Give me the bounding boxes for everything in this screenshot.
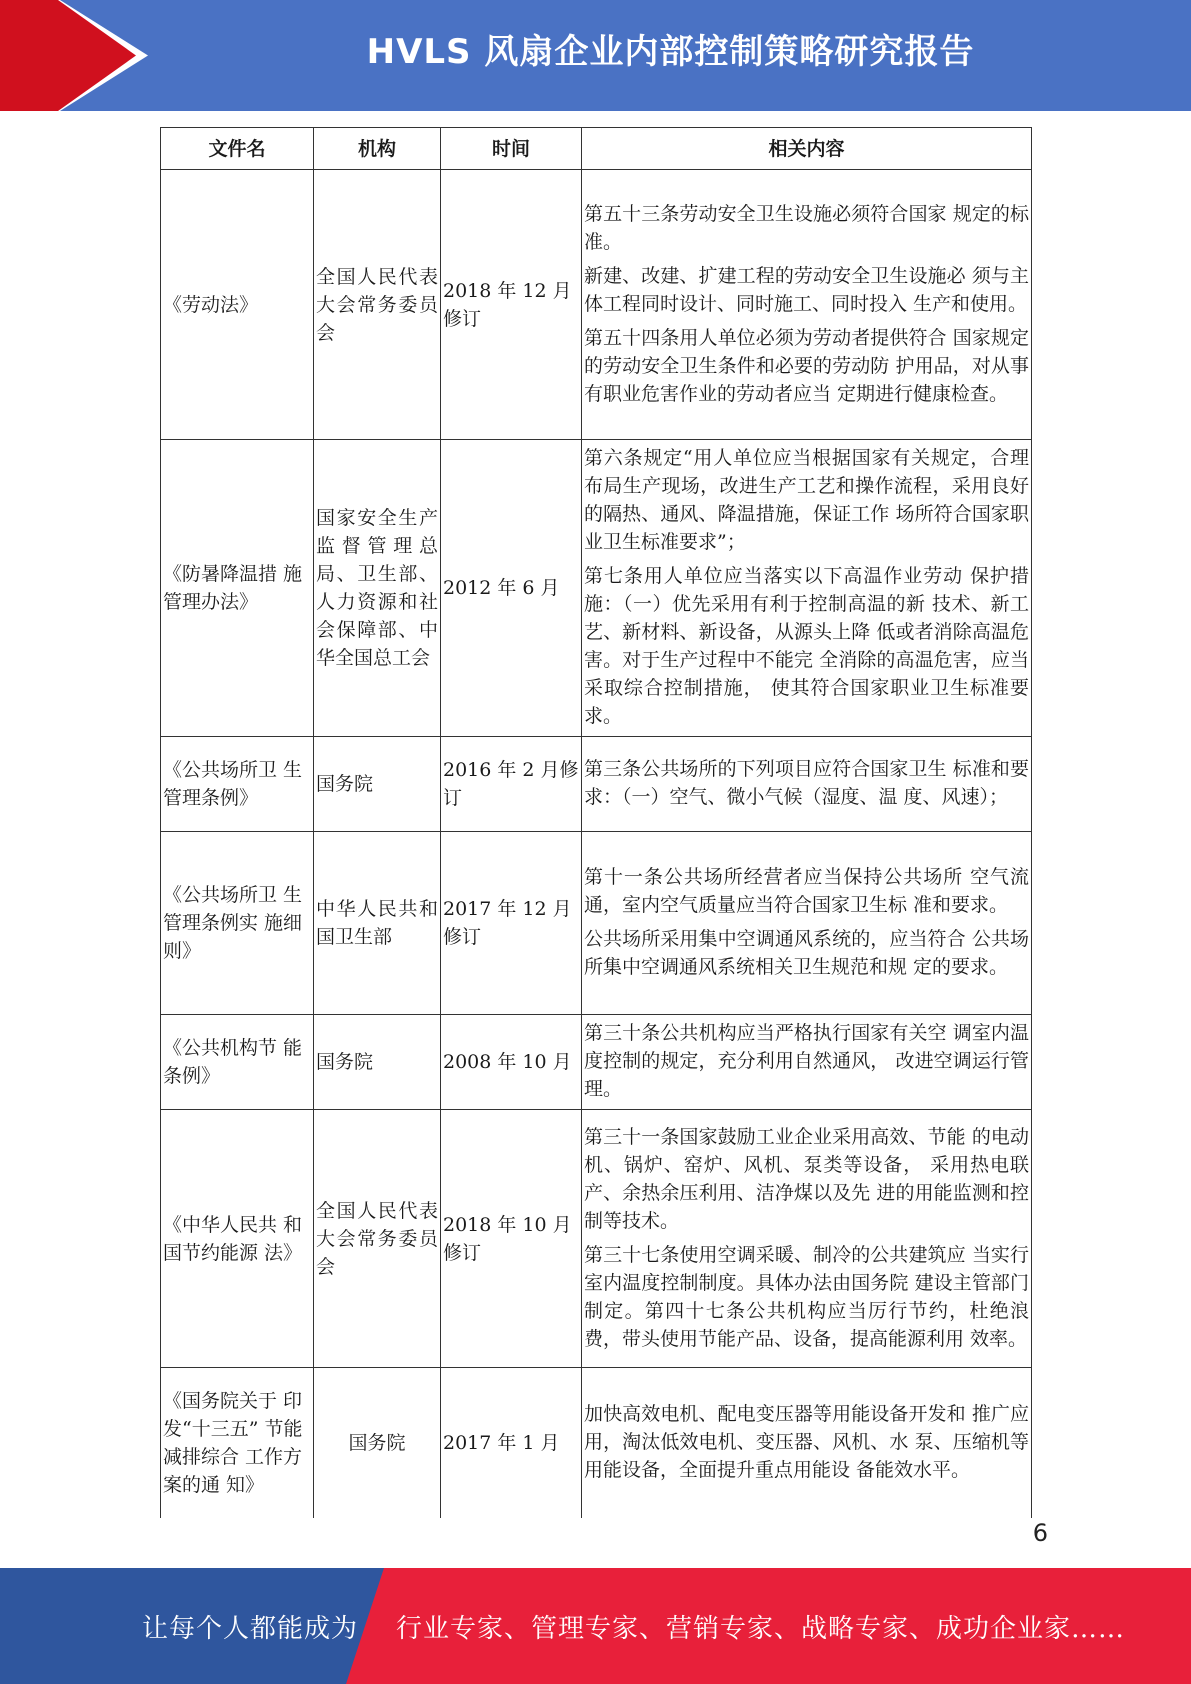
content-paragraph: 第三条公共场所的下列项目应符合国家卫生 标准和要求：（一）空气、微小气候（湿度、温 度、风速）； [584, 758, 1029, 808]
table-row [161, 440, 1032, 737]
content-paragraph: 加快高效电机、配电变压器等用能设备开发和 推广应用，淘汰低效电机、变压器、风机、水 泵、压缩机等用能设备，全面提升重点用能设 备能效水平。 [584, 1402, 1029, 1481]
content-paragraph: 第三十七条使用空调采暖、制冷的公共建筑应 当实行室内温度控制制度。具体办法由国务院 建设主管部门制定。第四十七条公共机构应当厉行节约，杜绝浪 费，带头使用节能产品、设备，提高能源利用 效率。 [584, 1243, 1029, 1350]
column-header-org: 机构 [314, 128, 441, 170]
related-content [582, 170, 1032, 440]
content-paragraph: 公共场所采用集中空调通风系统的，应当符合 公共场所集中空调通风系统相关卫生规范和规 定的要求。 [584, 928, 1029, 978]
table-row [161, 737, 1032, 832]
issuing-organization: 国务院 [314, 737, 441, 832]
page-footer [0, 1568, 1191, 1684]
column-header-name: 文件名 [161, 128, 314, 170]
content-paragraph: 第三十一条国家鼓励工业企业采用高效、节能 的电动机、锅炉、窑炉、风机、泵类等设备， 采用热电联产、余热余压利用、洁净煤以及先 进的用能监测和控制等技术。 [584, 1125, 1029, 1232]
column-header-time: 时间 [441, 128, 582, 170]
table-row [161, 832, 1032, 1015]
table-row [161, 1368, 1032, 1518]
page-number: 6 [1032, 1519, 1048, 1547]
document-name: 《公共场所卫 生管理条例》 [161, 737, 314, 832]
issuing-organization: 全国人民代表大会常务委员会 [314, 170, 441, 440]
footer-slogan-left: 让每个人都能成为 [142, 1614, 359, 1644]
table-row [161, 170, 1032, 440]
issue-date: 2016 年 2 月修订 [441, 737, 582, 832]
content-paragraph: 第五十三条劳动安全卫生设施必须符合国家 规定的标准。 [584, 202, 1029, 253]
issuing-organization: 国务院 [314, 1368, 441, 1518]
issuing-organization: 国家安全生产监督管理总局、卫生部、人力资源和社会保障部、中华全国总工会 [314, 440, 441, 737]
related-content [582, 737, 1032, 832]
issue-date: 2012 年 6 月 [441, 440, 582, 737]
content-paragraph: 第十一条公共场所经营者应当保持公共场所 空气流通，室内空气质量应当符合国家卫生标 准和要求。 [584, 866, 1029, 916]
table-header-row [161, 128, 1032, 170]
issue-date: 2008 年 10 月 [441, 1015, 582, 1110]
issuing-organization: 全国人民代表大会常务委员会 [314, 1110, 441, 1368]
document-name: 《中华人民共 和国节约能源 法》 [161, 1110, 314, 1368]
content-paragraph: 新建、改建、扩建工程的劳动安全卫生设施必 须与主体工程同时设计、同时施工、同时投入 生产和使用。 [584, 264, 1029, 315]
issue-date: 2018 年 10 月修订 [441, 1110, 582, 1368]
related-content [582, 1110, 1032, 1368]
issue-date: 2017 年 1 月 [441, 1368, 582, 1518]
related-content [582, 440, 1032, 737]
document-name: 《公共机构节 能条例》 [161, 1015, 314, 1110]
issuing-organization: 国务院 [314, 1015, 441, 1110]
regulations-table [160, 127, 1032, 1518]
related-content [582, 832, 1032, 1015]
document-title: HVLS 风扇企业内部控制策略研究报告 [366, 32, 975, 72]
issue-date: 2017 年 12 月修订 [441, 832, 582, 1015]
column-header-content: 相关内容 [582, 128, 1032, 170]
document-name: 《国务院关于 印发“十三五” 节能减排综合 工作方案的通 知》 [161, 1368, 314, 1518]
content-paragraph: 第三十条公共机构应当严格执行国家有关空 调室内温度控制的规定，充分利用自然通风， 改进空调运行管理。 [584, 1022, 1029, 1100]
content-paragraph: 第六条规定“用人单位应当根据国家有关规定，合理布局生产现场，改进生产工艺和操作流程，采用良好的隔热、通风、降温措施，保证工作 场所符合国家职业卫生标准要求”； [584, 447, 1029, 553]
content-paragraph: 第五十四条用人单位必须为劳动者提供符合 国家规定的劳动安全卫生条件和必要的劳动防 护用品，对从事有职业危害作业的劳动者应当 定期进行健康检查。 [584, 326, 1029, 405]
document-name: 《防暑降温措 施管理办法》 [161, 440, 314, 737]
header-red-chevron [0, 0, 160, 111]
issue-date: 2018 年 12 月修订 [441, 170, 582, 440]
related-content [582, 1015, 1032, 1110]
related-content [582, 1368, 1032, 1518]
document-name: 《公共场所卫 生管理条例实 施细则》 [161, 832, 314, 1015]
table-row [161, 1015, 1032, 1110]
page-header [0, 0, 1191, 111]
footer-slogan-right: 行业专家、管理专家、营销专家、战略专家、成功企业家…… [396, 1614, 1126, 1644]
document-name: 《劳动法》 [161, 170, 314, 440]
issuing-organization: 中华人民共和国卫生部 [314, 832, 441, 1015]
table-row [161, 1110, 1032, 1368]
content-paragraph: 第七条用人单位应当落实以下高温作业劳动 保护措施：（一）优先采用有利于控制高温的新 技术、新工艺、新材料、新设备，从源头上降 低或者消除高温危害。对于生产过程中不能完 全消除的高温危害，应当采取综合控制措施， 使其符合国家职业卫生标准要求。 [584, 565, 1029, 727]
